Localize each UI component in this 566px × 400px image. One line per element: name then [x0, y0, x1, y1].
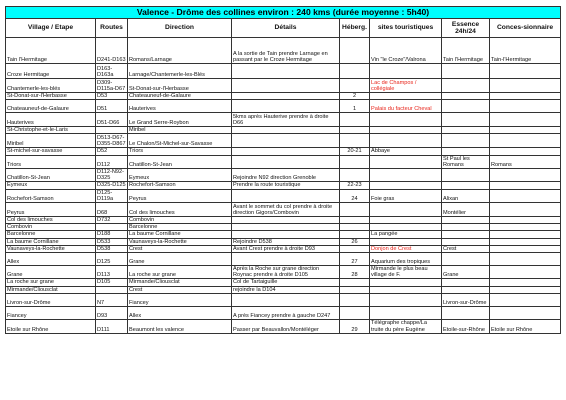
table-row	[6, 203, 561, 217]
direction-cell[interactable]: Hauterives	[128, 100, 232, 113]
direction-cell[interactable]: Le Chalon/St-Michel-sur-Savasse	[128, 134, 232, 148]
direction-cell[interactable]: Crest	[128, 245, 232, 252]
village-cell[interactable]: Hauterives	[6, 113, 96, 127]
concessionnaire-cell[interactable]	[490, 231, 561, 238]
route-cell[interactable]: D51-D66	[96, 113, 128, 127]
hebergement-cell[interactable]	[340, 134, 370, 148]
table-body	[6, 38, 561, 334]
village-cell[interactable]: Tain l'Hermitage	[6, 38, 96, 64]
route-cell[interactable]: D93	[96, 306, 128, 319]
village-cell[interactable]: Miribel	[6, 134, 96, 148]
route-cell[interactable]: D241-D163	[96, 38, 128, 64]
site-cell[interactable]	[370, 238, 442, 245]
concessionnaire-cell[interactable]	[490, 79, 561, 93]
village-cell[interactable]: Chateauneuf-de-Galaure	[6, 100, 96, 113]
hebergement-cell[interactable]	[340, 169, 370, 182]
table-row	[6, 182, 561, 189]
essence-cell[interactable]	[442, 169, 490, 182]
route-cell[interactable]: D53	[96, 93, 128, 100]
village-cell[interactable]: Barcelonne	[6, 231, 96, 238]
site-cell[interactable]: Palais du facteur Cheval	[370, 100, 442, 113]
direction-cell[interactable]: Peyrus	[128, 189, 232, 202]
details-cell[interactable]: rejoindre la D104	[232, 286, 340, 293]
site-cell[interactable]: Foie gras	[370, 189, 442, 202]
village-cell[interactable]: Vaunaveys-la-Rochette	[6, 245, 96, 252]
column-header: Routes	[96, 19, 128, 38]
concessionnaire-cell[interactable]	[490, 189, 561, 202]
route-cell[interactable]: D513-D67- D355-D867	[97, 135, 126, 148]
village-cell[interactable]: Triors	[6, 155, 96, 168]
essence-cell[interactable]	[442, 148, 490, 155]
essence-cell[interactable]: St Paul les Romans	[442, 155, 490, 168]
details-cell[interactable]	[232, 231, 340, 238]
essence-cell[interactable]: Alixan	[442, 189, 490, 202]
hebergement-cell[interactable]: 20-21	[340, 148, 370, 155]
direction-cell[interactable]: La baume Cornillane	[128, 231, 232, 238]
itinerary-table	[5, 6, 561, 334]
table-row	[6, 286, 561, 293]
hebergement-cell[interactable]	[340, 113, 370, 127]
essence-cell[interactable]	[442, 253, 490, 266]
column-header: Direction	[128, 19, 232, 38]
details-cell[interactable]	[232, 189, 340, 202]
column-header: sites touristiques	[370, 19, 442, 38]
details-cell[interactable]: Avant Crest prendre à droite D93	[232, 245, 340, 252]
concessionnaire-cell[interactable]	[490, 203, 561, 217]
concessionnaire-cell[interactable]	[490, 253, 561, 266]
hebergement-cell[interactable]	[340, 203, 370, 217]
direction-cell[interactable]: La roche sur grane	[128, 266, 232, 279]
site-cell[interactable]	[370, 182, 442, 189]
direction-cell[interactable]: Chateauneuf-de-Galaure	[128, 93, 232, 100]
site-cell[interactable]: Abbaye	[370, 148, 442, 155]
direction-cell[interactable]: Eymeux	[128, 169, 232, 182]
concessionnaire-cell[interactable]	[490, 217, 561, 224]
hebergement-cell[interactable]	[340, 306, 370, 319]
table-row	[6, 134, 561, 148]
column-header: Essence 24h/24	[442, 19, 490, 38]
village-cell[interactable]: Eymeux	[6, 182, 96, 189]
site-cell[interactable]: Lac de Champos / collégiale	[370, 79, 442, 93]
details-cell[interactable]	[232, 64, 340, 79]
site-cell[interactable]	[370, 64, 442, 79]
concessionnaire-cell[interactable]	[490, 224, 561, 231]
route-cell[interactable]: D51	[96, 100, 128, 113]
site-cell[interactable]	[370, 93, 442, 100]
hebergement-cell[interactable]	[340, 224, 370, 231]
page-title: Valence - Drôme des collines environ : 240 kms (durée moyenne : 5h40)	[6, 7, 561, 19]
essence-cell[interactable]	[442, 134, 490, 148]
hebergement-cell[interactable]	[340, 127, 370, 134]
concessionnaire-cell[interactable]	[490, 93, 561, 100]
route-cell[interactable]: D125- D119a	[96, 189, 128, 202]
table-row	[6, 113, 561, 127]
site-cell[interactable]	[370, 127, 442, 134]
site-cell[interactable]: La pangée	[370, 231, 442, 238]
village-cell[interactable]: St-Christophe-et-le-Laris	[6, 127, 96, 134]
direction-cell[interactable]: Mirmande/Cliousclat	[128, 279, 232, 286]
table-row	[6, 293, 561, 306]
village-cell[interactable]: Peyrus	[6, 203, 96, 217]
table-row	[6, 79, 561, 93]
direction-cell[interactable]: Combovin	[128, 217, 232, 224]
route-cell[interactable]	[96, 127, 128, 134]
hebergement-cell[interactable]	[340, 293, 370, 306]
direction-cell[interactable]: Triors	[128, 148, 232, 155]
table-row	[6, 217, 561, 224]
concessionnaire-cell[interactable]	[490, 279, 561, 286]
essence-cell[interactable]	[442, 231, 490, 238]
details-cell[interactable]	[232, 127, 340, 134]
details-cell[interactable]: Rejoindre N92 direction Grenoble	[232, 169, 340, 182]
table-row	[6, 93, 561, 100]
table-row	[6, 127, 561, 134]
details-cell[interactable]	[232, 79, 340, 93]
column-header: Détails	[232, 19, 340, 38]
concessionnaire-cell[interactable]	[490, 134, 561, 148]
direction-cell[interactable]: Chatillon-St-Jean	[128, 155, 232, 168]
route-cell[interactable]: D533	[96, 238, 128, 245]
village-cell[interactable]: La baume Cornillane	[6, 238, 96, 245]
table-row	[6, 231, 561, 238]
table-row	[6, 266, 561, 279]
table-row	[6, 189, 561, 202]
concessionnaire-cell[interactable]	[490, 238, 561, 245]
hebergement-cell[interactable]: 24	[340, 189, 370, 202]
title-row	[6, 7, 561, 19]
route-cell[interactable]: D325-D125	[97, 182, 126, 189]
route-cell[interactable]: D112	[96, 155, 128, 168]
village-cell[interactable]: Croze Hermitage	[6, 64, 96, 79]
hebergement-cell[interactable]	[340, 79, 370, 93]
village-cell[interactable]: Livron-sur-Drôme	[6, 293, 96, 306]
route-cell[interactable]: D309- D115a-D67	[96, 79, 128, 93]
direction-cell[interactable]: Larnage/Chantemerle-les-Blés	[128, 64, 232, 79]
site-cell[interactable]: Donjon de Crest	[370, 245, 442, 252]
essence-cell[interactable]	[442, 100, 490, 113]
direction-cell[interactable]: Rochefort-Samson	[128, 182, 232, 189]
table-row	[6, 38, 561, 64]
route-cell[interactable]: D111	[96, 319, 128, 333]
route-cell[interactable]: D105	[96, 279, 128, 286]
table-row	[6, 169, 561, 182]
table-row	[6, 319, 561, 333]
hebergement-cell[interactable]	[340, 245, 370, 252]
details-cell[interactable]	[232, 224, 340, 231]
essence-cell[interactable]	[442, 64, 490, 79]
concessionnaire-cell[interactable]	[490, 286, 561, 293]
concessionnaire-cell[interactable]	[490, 64, 561, 79]
hebergement-cell[interactable]: 29	[340, 319, 370, 333]
route-cell[interactable]: D112-N92- D325	[96, 169, 128, 182]
details-cell[interactable]: 5kms après Hauterive prendre à droite D66	[232, 113, 340, 127]
concessionnaire-cell[interactable]: Etoile sur Rhône	[490, 319, 561, 333]
route-cell[interactable]: D113	[96, 266, 128, 279]
essence-cell[interactable]	[442, 217, 490, 224]
details-cell[interactable]: Prendre la route touristique	[232, 182, 340, 189]
essence-cell[interactable]	[442, 238, 490, 245]
village-cell[interactable]: Allex	[6, 253, 96, 266]
site-cell[interactable]	[370, 155, 442, 168]
hebergement-cell[interactable]	[340, 286, 370, 293]
direction-cell[interactable]: Crest	[128, 286, 232, 293]
hebergement-cell[interactable]	[340, 217, 370, 224]
essence-cell[interactable]	[442, 182, 490, 189]
hebergement-cell[interactable]: 22-23	[340, 182, 370, 189]
details-cell[interactable]	[232, 155, 340, 168]
concessionnaire-cell[interactable]: Tain-l'Hermitage	[490, 38, 561, 64]
site-cell[interactable]	[370, 306, 442, 319]
concessionnaire-cell[interactable]	[490, 182, 561, 189]
table-row	[6, 224, 561, 231]
site-cell[interactable]	[370, 224, 442, 231]
route-cell[interactable]: D125	[96, 253, 128, 266]
essence-cell[interactable]: Etoile-sur-Rhône	[442, 319, 490, 333]
table-row	[6, 155, 561, 168]
direction-cell[interactable]: Vaunaveys-la-Rochette	[128, 238, 232, 245]
village-cell[interactable]: Combovin	[6, 224, 96, 231]
direction-cell[interactable]: Col des limouches	[128, 203, 232, 217]
site-cell[interactable]	[370, 286, 442, 293]
table-row	[6, 245, 561, 252]
village-cell[interactable]: Col des limouches	[6, 217, 96, 224]
essence-cell[interactable]: Grane	[442, 266, 490, 279]
site-cell[interactable]	[370, 169, 442, 182]
hebergement-cell[interactable]	[340, 155, 370, 168]
details-cell[interactable]: Passer par Beauvallon/Montéléger	[232, 319, 340, 333]
details-cell[interactable]: Avant le sommet du col prendre à droite direction Gigors/Combovin	[232, 203, 340, 217]
site-cell[interactable]: Télégraphe chappe/La truite du père Eugène	[370, 319, 442, 333]
details-cell[interactable]: Col de Tartaiguille	[232, 279, 340, 286]
details-cell[interactable]	[232, 100, 340, 113]
direction-cell[interactable]: Romans/Larnage	[128, 38, 232, 64]
route-cell[interactable]	[96, 224, 128, 231]
concessionnaire-cell[interactable]: Romans	[490, 155, 561, 168]
essence-cell[interactable]	[442, 113, 490, 127]
village-cell[interactable]: Chatillon-St-Jean	[6, 169, 96, 182]
essence-cell[interactable]	[442, 224, 490, 231]
site-cell[interactable]	[370, 217, 442, 224]
site-cell[interactable]: Vin "le Croze"/Valrona	[370, 38, 442, 64]
hebergement-cell[interactable]: 27	[340, 253, 370, 266]
hebergement-cell[interactable]	[340, 231, 370, 238]
concessionnaire-cell[interactable]	[490, 113, 561, 127]
details-cell[interactable]	[232, 253, 340, 266]
direction-cell[interactable]: Allex	[128, 306, 232, 319]
site-cell[interactable]	[370, 134, 442, 148]
column-header: Village / Etape	[6, 19, 96, 38]
concessionnaire-cell[interactable]	[490, 306, 561, 319]
direction-cell[interactable]: Fiancey	[128, 293, 232, 306]
column-header: Conces-sionnaire	[490, 19, 561, 38]
essence-cell[interactable]	[442, 279, 490, 286]
village-cell[interactable]: Chantemerle-les-blés	[6, 79, 96, 93]
essence-cell[interactable]	[442, 286, 490, 293]
hebergement-cell[interactable]: 28	[340, 266, 370, 279]
village-cell[interactable]: St-michel-sur-savasse	[6, 148, 96, 155]
details-cell[interactable]	[232, 148, 340, 155]
concessionnaire-cell[interactable]	[490, 169, 561, 182]
details-cell[interactable]: A la sortie de Tain prendre Larnage en passant par le Croze Hermitage	[232, 38, 340, 64]
table-row	[6, 306, 561, 319]
hebergement-cell[interactable]	[340, 279, 370, 286]
details-cell[interactable]: Après la Roche sur grane direction Roynac prendre à droite D105	[232, 266, 340, 279]
details-cell[interactable]	[232, 293, 340, 306]
route-cell[interactable]: D68	[96, 203, 128, 217]
hebergement-cell[interactable]: 2	[340, 93, 370, 100]
table-row	[6, 253, 561, 266]
concessionnaire-cell[interactable]	[490, 293, 561, 306]
route-cell[interactable]: D52	[96, 148, 128, 155]
details-cell[interactable]	[232, 217, 340, 224]
village-cell[interactable]: Rochefort-Samson	[6, 189, 96, 202]
table-row	[6, 100, 561, 113]
essence-cell[interactable]	[442, 93, 490, 100]
route-cell[interactable]	[96, 286, 128, 293]
hebergement-cell[interactable]	[340, 38, 370, 64]
essence-cell[interactable]	[442, 79, 490, 93]
concessionnaire-cell[interactable]	[490, 266, 561, 279]
site-cell[interactable]	[370, 203, 442, 217]
essence-cell[interactable]	[442, 306, 490, 319]
village-cell[interactable]: La roche sur grane	[6, 279, 96, 286]
hebergement-cell[interactable]: 1	[340, 100, 370, 113]
direction-cell[interactable]: Le Grand Serre-Roybon	[128, 113, 232, 127]
hebergement-cell[interactable]	[340, 64, 370, 79]
direction-cell[interactable]: Barcelonne	[128, 224, 232, 231]
concessionnaire-cell[interactable]	[490, 100, 561, 113]
site-cell[interactable]	[370, 113, 442, 127]
village-cell[interactable]: St-Donat-sur-l'Herbasse	[6, 93, 96, 100]
details-cell[interactable]	[232, 93, 340, 100]
village-cell[interactable]: Fiancey	[6, 306, 96, 319]
site-cell[interactable]: Mirmande le plus beau village de F.	[370, 266, 442, 279]
table-row	[6, 279, 561, 286]
village-cell[interactable]: Etoile sur Rhône	[6, 319, 96, 333]
village-cell[interactable]: Mirmande/Cliousclat	[6, 286, 96, 293]
route-cell[interactable]: D188	[96, 231, 128, 238]
details-cell[interactable]: Rejoindre D538	[232, 238, 340, 245]
village-cell[interactable]: Grane	[6, 266, 96, 279]
route-cell[interactable]: D163- D163a	[96, 64, 128, 79]
route-cell[interactable]: N7	[96, 293, 128, 306]
header-row	[6, 19, 561, 38]
column-header: Héberg.	[340, 19, 370, 38]
details-cell[interactable]	[232, 134, 340, 148]
table-row	[6, 238, 561, 245]
direction-cell[interactable]: Miribel	[128, 127, 232, 134]
direction-cell[interactable]: Grane	[128, 253, 232, 266]
concessionnaire-cell[interactable]	[490, 148, 561, 155]
details-cell[interactable]: A près Fiancey prendre à gauche D247	[232, 306, 340, 319]
direction-cell[interactable]: St-Donat-sur-l'Herbasse	[128, 79, 232, 93]
spreadsheet-sheet	[5, 6, 561, 334]
route-cell[interactable]: D538	[96, 245, 128, 252]
concessionnaire-cell[interactable]	[490, 127, 561, 134]
table-row	[6, 148, 561, 155]
table-row	[6, 64, 561, 79]
essence-cell[interactable]: Montélier	[442, 203, 490, 217]
concessionnaire-cell[interactable]	[490, 245, 561, 252]
direction-cell[interactable]: Beaumont les valence	[128, 319, 232, 333]
route-cell[interactable]: D732	[96, 217, 128, 224]
site-cell[interactable]: Aquarium des tropiques	[370, 253, 442, 266]
hebergement-cell[interactable]: 26	[340, 238, 370, 245]
site-cell[interactable]	[370, 279, 442, 286]
site-cell[interactable]	[370, 293, 442, 306]
essence-cell[interactable]	[442, 127, 490, 134]
essence-cell[interactable]: Livron-sur-Drôme	[442, 293, 490, 306]
essence-cell[interactable]: Crest	[442, 245, 490, 252]
essence-cell[interactable]: Tain l'Hermitage	[442, 38, 490, 64]
